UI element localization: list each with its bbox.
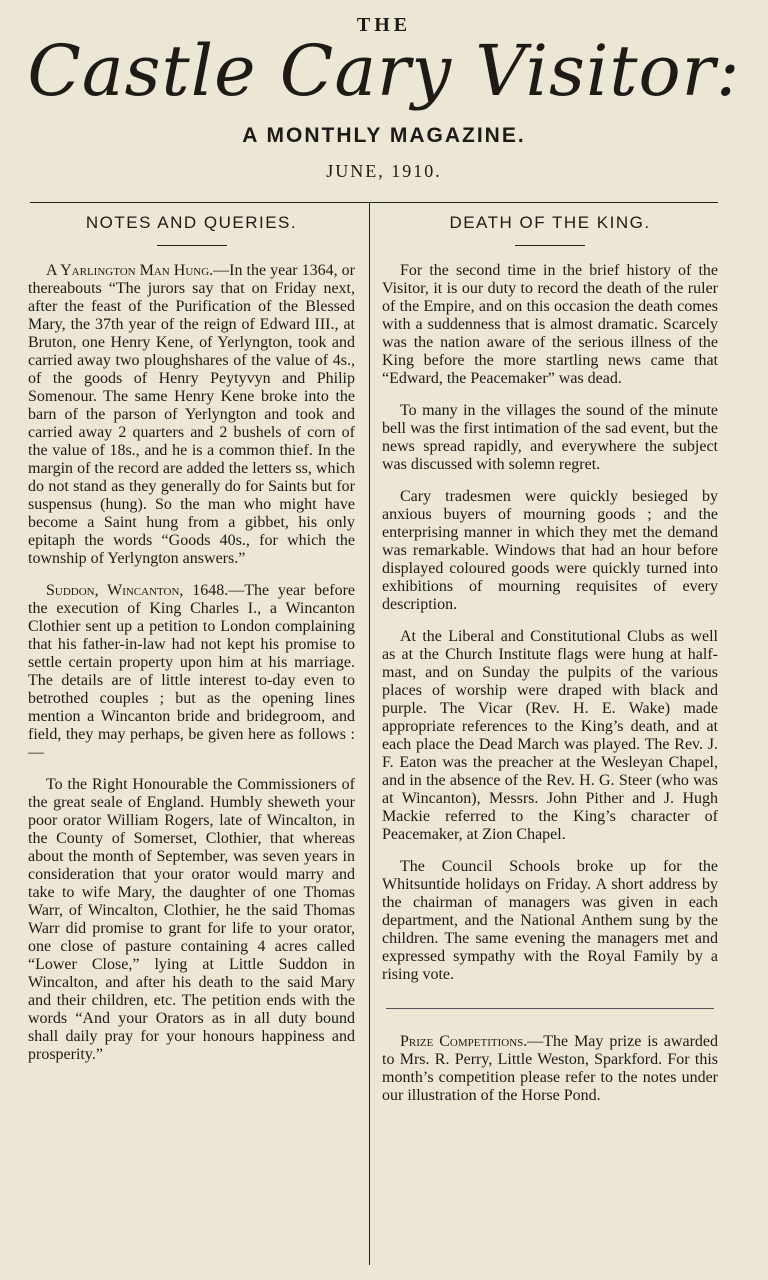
magazine-title: Castle Cary Visitor: <box>27 30 741 112</box>
article-text: —The May prize is awarded to Mrs. R. Perry, Little Weston, Sparkford. For this month’s competition please refer to the notes under our illustration of the Horse Pond. <box>382 1033 718 1104</box>
left-column <box>28 205 355 1078</box>
magazine-subtitle: A MONTHLY MAGAZINE. <box>242 124 526 147</box>
paragraph: Cary tradesmen were quickly besieged by anxious buyers of mourning goods ; and the enterprising manner in which they met the demand was remarkable. Windows that had an hour before displayed coloured goods were quickly turned into exhibitions of mourning requisites of every description. <box>382 488 718 613</box>
header-divider <box>30 202 718 203</box>
death-of-king-heading: DEATH OF THE KING. <box>449 213 651 232</box>
article-text: —In the year 1364, or thereabouts “The jurors say that on Friday next, after the feast of the Purification of the Blessed Mary, the 37th year of the reign of Edward III., at Bruton, one Henry Kene, of Yerlyngton, took and carried away two ploughshares of the value of 4s., of the goods of Henry Peytyvyn and Philip Somenour. The same Henry Kene broke into the barn of the parson of Yerlyngton and took and carried away 2 quarters and 2 bushels of corn of the value of 18s., and he is a common thief. In the margin of the record are added the letters ss, which do not stand as they generally do for Saints but for suspensus (hung). So the man who might have become a Saint hung from a gibbet, his only epitaph the words “Goods 40s., for which the township of Yerlyngton answers.” <box>28 262 356 567</box>
masthead-the: THE <box>356 14 412 36</box>
section-separator <box>386 1008 714 1009</box>
article-text: —The year before the execution of King Charles I., a Wincanton Clothier sent up a petition to London complaining that his father-in-law had not kept his promise to settle certain property upon him at his marriage. The details are of little interest to-day even to betrothed couples ; but as the opening lines mention a Wincanton bride and bridegroom, and field, they may perhaps, be given here as follows :— <box>28 582 355 761</box>
petition-paragraph: To the Right Honourable the Commissioners of the great seale of England. Humbly sheweth your poor orator William Rogers, late of Wincalton, in the County of Somerset, Clothier, that whereas about the month of September, was seven years in consideration that your orator would marry and take to wife Mary, the daughter of one Thomas Warr, of Wincalton, Clothier, he the said Thomas Warr did promise to grant for life to your orator, one close of pasture containing 4 acres called “Lower Close,” lying at Little Suddon in Wincalton, and after his death to the said Mary and their children, etc. The petition ends with the words “And your Orators as in all duty bound shall daily pray for your honours happiness and prosperity.” <box>28 776 355 1063</box>
column-divider <box>369 203 370 1265</box>
article-lead: Prize Competitions. <box>400 1033 528 1050</box>
paragraph: To many in the villages the sound of the minute bell was the first intimation of the sad event, but the news spread rapidly, and everywhere the subject was discussed with solemn regret. <box>382 402 718 473</box>
heading-rule <box>515 245 585 246</box>
article-lead: A Yarlington Man Hung. <box>46 262 214 279</box>
right-column <box>382 205 718 1119</box>
article-yarlington <box>28 262 355 568</box>
paragraph: At the Liberal and Constitutional Clubs as well as at the Church Institute flags were hung at half-mast, and on Sunday the pulpits of the various places of worship were draped with black and purple. The Vicar (Rev. H. E. Wake) made appropriate references to the King’s death, and at each place the Dead March was played. The Rev. J. F. Eaton was the preacher at the Wesleyan Chapel, and in the absence of the Rev. H. G. Steer (who was at Wincanton), Messrs. John Pither and J. Hugh Mackie referred to the King’s character of Peacemaker, at Zion Chapel. <box>382 628 718 843</box>
prize-competitions <box>382 1033 718 1105</box>
issue-date: JUNE, 1910. <box>326 161 442 181</box>
article-suddon <box>28 582 355 762</box>
paragraph: The Council Schools broke up for the Whitsuntide holidays on Friday. A short address by the chairman of managers was given in each department, and the National Anthem sung by the children. The same evening the managers met and expressed sympathy with the Royal Family by a rising vote. <box>382 858 718 983</box>
article-lead: Suddon, Wincanton, 1648. <box>46 582 229 599</box>
heading-rule <box>157 245 227 246</box>
notes-and-queries-heading: NOTES AND QUERIES. <box>85 213 298 232</box>
paragraph: For the second time in the brief history of the Visitor, it is our duty to record the death of the ruler of the Empire, and on this occasion the death comes with a suddenness that is almost dramatic. Scarcely was the nation aware of the serious illness of the King before the more startling news came that “Edward, the Peacemaker” was dead. <box>382 262 718 387</box>
